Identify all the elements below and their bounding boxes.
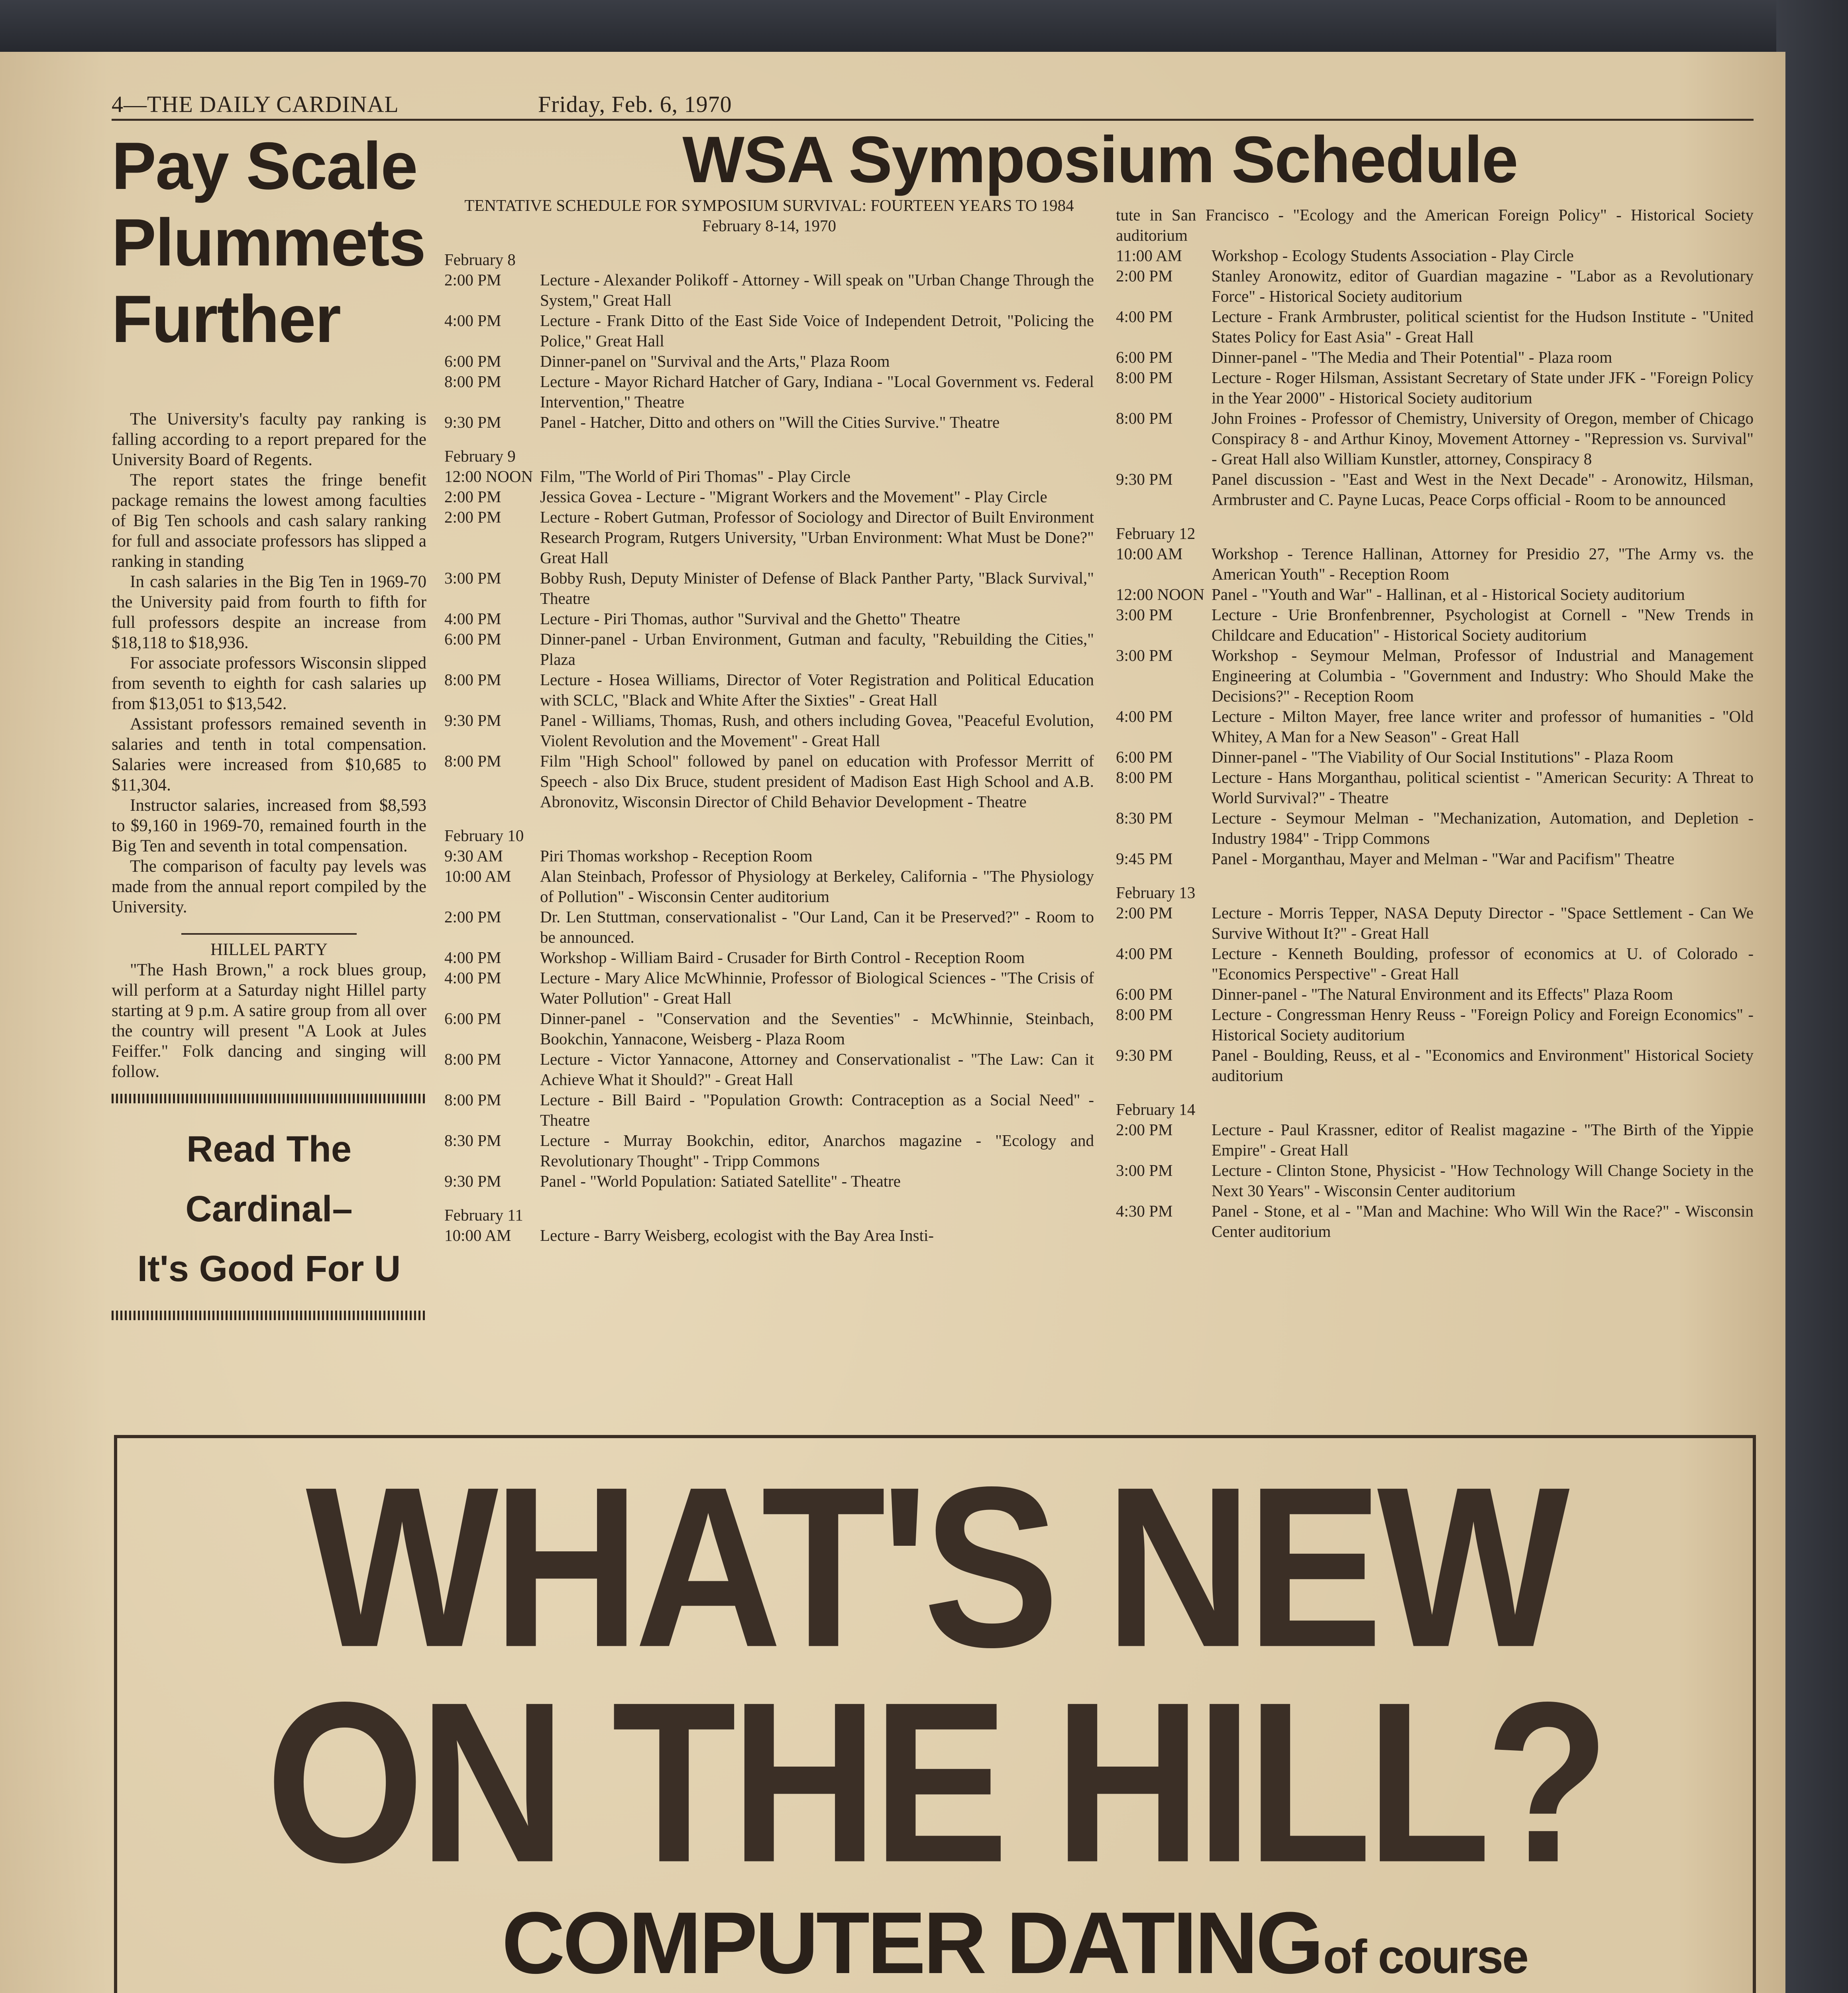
paragraph: The report states the fringe benefit package remains the lowest among faculties of Big Ten schools and cash salary ranking for full and associate professors has slipped a ranking in standing — [112, 471, 426, 571]
paragraph: The comparison of faculty pay levels was made from the annual report compiled by the University. — [112, 857, 426, 916]
masthead-rule — [112, 119, 1754, 121]
entry-time: 2:00 PM — [1116, 1120, 1173, 1139]
entry-time: 6:00 PM — [444, 1009, 501, 1028]
entry-description: Lecture - Mary Alice McWhinnie, Professor of Biological Sciences - "The Crisis of Water Pollution" - Great Hall — [540, 969, 1094, 1007]
page-label: 4—THE DAILY CARDINAL — [112, 91, 399, 117]
paragraph: In cash salaries in the Big Ten in 1969-70 the University paid from fourth to fifth for full professors despite an increase from $18,118 to $18,936. — [112, 572, 426, 652]
entry-description: Lecture - Bill Baird - "Population Growth: Contraception as a Social Need" - Theatre — [540, 1091, 1094, 1129]
entry-description: Lecture - Kenneth Boulding, professor of economics at U. of Colorado - "Economics Perspective" - Great Hall — [1212, 944, 1754, 983]
day-heading: February 8 — [444, 250, 516, 269]
paragraph: For associate professors Wisconsin slipped from seventh to eighth for cash salaries up from $13,051 to $13,542. — [112, 654, 426, 713]
entry-time: 4:00 PM — [444, 311, 501, 330]
entry-description: tute in San Francisco - "Ecology and the American Foreign Policy" - Historical Society auditorium — [1116, 206, 1754, 244]
schedule-entry — [444, 670, 1094, 710]
divider-dots — [112, 1311, 426, 1320]
entry-time: 2:00 PM — [444, 271, 501, 289]
schedule-entry — [1116, 1201, 1754, 1242]
schedule-day — [1116, 883, 1754, 1086]
schedule-entry — [444, 1225, 1094, 1246]
ad-of-course: of course — [1323, 1930, 1528, 1983]
entry-description: Lecture - Barry Weisberg, ecologist with the Bay Area Insti- — [540, 1226, 934, 1244]
schedule-day — [1116, 523, 1754, 869]
entry-time: 6:00 PM — [1116, 985, 1173, 1003]
schedule-entry — [1116, 903, 1754, 943]
read-cardinal-promo — [112, 1119, 426, 1299]
schedule-entry — [1116, 849, 1754, 869]
entry-time: 8:00 PM — [444, 670, 501, 689]
ad-headline-line-1: WHAT'S NEW — [306, 1439, 1564, 1695]
entry-time: 4:00 PM — [444, 969, 501, 987]
paragraph: "The Hash Brown," a rock blues group, will perform at a Saturday night Hillel party starting at 9 p.m. A satire group from all over the country will present "A Look at Jules Feiffer." Folk dancing and singing will follow. — [112, 961, 426, 1081]
promo-line: It's Good For U — [137, 1248, 401, 1289]
schedule-entry — [444, 866, 1094, 907]
entry-time: 8:00 PM — [444, 1050, 501, 1068]
entry-description: Dinner-panel - "The Natural Environment and its Effects" Plaza Room — [1212, 985, 1673, 1003]
entry-time: 9:30 AM — [444, 847, 503, 865]
entry-description: Panel - "World Population: Satiated Satellite" - Theatre — [540, 1172, 901, 1190]
headline-line: Plummets — [112, 205, 425, 280]
schedule-entry — [444, 371, 1094, 412]
entry-description: Dinner-panel - "The Viability of Our Social Institutions" - Plaza Room — [1212, 748, 1673, 766]
entry-time: 4:30 PM — [1116, 1202, 1173, 1220]
schedule-entry — [1116, 984, 1754, 1004]
schedule-entry — [444, 270, 1094, 311]
schedule-title: WSA Symposium Schedule — [682, 123, 1518, 196]
entry-time: 3:00 PM — [1116, 1161, 1173, 1179]
schedule-entry — [1116, 368, 1754, 408]
schedule-entry — [1116, 584, 1754, 605]
schedule-entry — [1116, 205, 1754, 246]
entry-description: Bobby Rush, Deputy Minister of Defense of Black Panther Party, "Black Survival," Theatre — [540, 569, 1094, 607]
entry-description: John Froines - Professor of Chemistry, University of Oregon, member of Chicago Conspiracy 8 - and Arthur Kinoy, Movement Attorney - "Repression vs. Survival" - Great Hall also William Kunstler, attorney, Conspiracy 8 — [1212, 409, 1754, 468]
schedule-col-1-days — [444, 250, 1094, 1246]
divider-dots — [112, 1094, 426, 1103]
entry-description: Lecture - Victor Yannacone, Attorney and Conservationalist - "The Law: Can it Achieve What it Should?" - Great Hall — [540, 1050, 1094, 1089]
schedule-entry — [444, 351, 1094, 371]
entry-time: 2:00 PM — [1116, 267, 1173, 285]
schedule-entry — [1116, 1045, 1754, 1086]
entry-description: Lecture - Frank Ditto of the East Side Voice of Independent Detroit, "Policing the Police," Great Hall — [540, 311, 1094, 350]
entry-description: Lecture - Congressman Henry Reuss - "Foreign Policy and Foreign Economics" - Historical Society auditorium — [1212, 1005, 1754, 1044]
entry-description: Jessica Govea - Lecture - "Migrant Workers and the Movement" - Play Circle — [540, 487, 1047, 506]
schedule-entry — [1116, 1120, 1754, 1160]
entry-description: Lecture - Roger Hilsman, Assistant Secretary of State under JFK - "Foreign Policy in the Year 2000" - Historical Society auditorium — [1212, 368, 1754, 407]
entry-time: 2:00 PM — [1116, 904, 1173, 922]
hillel-body — [112, 960, 426, 1082]
entry-description: Panel - Hatcher, Ditto and others on "Will the Cities Survive." Theatre — [540, 413, 1000, 431]
schedule-entry — [444, 466, 1094, 487]
entry-description: Lecture - Murray Bookchin, editor, Anarchos magazine - "Ecology and Revolutionary Thought" - Tripp Commons — [540, 1131, 1094, 1170]
paragraph: Assistant professors remained seventh in salaries and tenth in total compensation. Salaries were increased from $10,685 to $11,304. — [112, 715, 426, 794]
hillel-heading: HILLEL PARTY — [210, 940, 328, 959]
schedule-entry — [444, 947, 1094, 968]
entry-time: 3:00 PM — [1116, 605, 1173, 624]
entry-time: 6:00 PM — [444, 630, 501, 648]
schedule-entry — [1116, 706, 1754, 747]
entry-time: 12:00 NOON — [1116, 585, 1205, 603]
schedule-entry — [1116, 808, 1754, 849]
entry-time: 9:30 PM — [444, 413, 501, 431]
schedule-entry — [444, 609, 1094, 629]
paragraph: The University's faculty pay ranking is falling according to a report prepared for the University Board of Regents. — [112, 410, 426, 469]
schedule-entry — [1116, 307, 1754, 347]
entry-time: 8:00 PM — [1116, 1005, 1173, 1024]
schedule-entry — [444, 507, 1094, 568]
entry-time: 4:00 PM — [444, 948, 501, 967]
schedule-entry — [1116, 408, 1754, 469]
schedule-day — [444, 446, 1094, 812]
entry-time: 11:00 AM — [1116, 246, 1182, 265]
schedule-entry — [444, 968, 1094, 1008]
promo-line: Cardinal– — [185, 1189, 353, 1229]
entry-description: Lecture - Hosea Williams, Director of Voter Registration and Political Education with SCLC, "Black and White After the Sixties" - Great Hall — [540, 670, 1094, 709]
pay-scale-body — [112, 409, 426, 917]
day-heading: February 11 — [444, 1206, 523, 1224]
entry-description: Panel discussion - "East and West in the Next Decade" - Aronowitz, Hilsman, Armbruster and C. Payne Lucas, Peace Corps official - Room to be announced — [1212, 470, 1754, 509]
entry-description: Panel - Boulding, Reuss, et al - "Economics and Environment" Historical Society auditorium — [1212, 1046, 1754, 1085]
entry-description: Workshop - Ecology Students Association - Play Circle — [1212, 246, 1574, 265]
entry-description: Lecture - Frank Armbruster, political scientist for the Hudson Institute - "United States Policy for East Asia" - Great Hall — [1212, 307, 1754, 346]
entry-time: 10:00 AM — [444, 1226, 511, 1244]
entry-time: 8:00 PM — [444, 372, 501, 391]
entry-description: Dinner-panel - "Conservation and the Seventies" - McWhinnie, Steinbach, Bookchin, Yannacone, Weisberg - Plaza Room — [540, 1009, 1094, 1048]
schedule-entry — [444, 311, 1094, 351]
page-right-edge — [1776, 0, 1848, 1993]
entry-time: 2:00 PM — [444, 508, 501, 526]
schedule-day — [1116, 205, 1754, 510]
entry-time: 9:45 PM — [1116, 849, 1173, 868]
entry-time: 2:00 PM — [444, 487, 501, 506]
schedule-entry — [1116, 469, 1754, 510]
schedule-entry — [1116, 544, 1754, 584]
promo-line: Read The — [186, 1129, 352, 1169]
schedule-entry — [1116, 605, 1754, 645]
entry-description: Lecture - Milton Mayer, free lance writer and professor of humanities - "Old Whitey, A Man for a New Season" - Great Hall — [1212, 707, 1754, 746]
schedule-entry — [444, 629, 1094, 670]
entry-description: Dr. Len Stuttman, conservationalist - "Our Land, Can it be Preserved?" - Room to be announced. — [540, 908, 1094, 946]
day-heading: February 14 — [1116, 1100, 1196, 1118]
schedule-entry — [444, 710, 1094, 751]
entry-time: 9:30 PM — [444, 711, 501, 729]
schedule-entry — [1116, 645, 1754, 706]
schedule-entry — [1116, 266, 1754, 307]
schedule-dates: February 8-14, 1970 — [702, 216, 836, 235]
entry-description: Lecture - Piri Thomas, author "Survival and the Ghetto" Theatre — [540, 609, 960, 628]
schedule-entry — [444, 907, 1094, 947]
entry-time: 10:00 AM — [1116, 544, 1183, 563]
entry-description: Lecture - Robert Gutman, Professor of Sociology and Director of Built Environment Research Program, Rutgers University, "Urban Environment: What Must be Done?" Great Hall — [540, 508, 1094, 567]
entry-description: Dinner-panel - "The Media and Their Potential" - Plaza room — [1212, 348, 1612, 366]
schedule-day — [444, 1205, 1094, 1246]
entry-time: 4:00 PM — [444, 609, 501, 628]
day-heading: February 10 — [444, 826, 524, 845]
ad-headline-line-2: ON THE HILL? — [265, 1654, 1604, 1910]
entry-time: 8:00 PM — [444, 1091, 501, 1109]
schedule-entry — [1116, 246, 1754, 266]
ad-computer-dating: COMPUTER DATING — [501, 1894, 1322, 1992]
entry-time: 8:30 PM — [1116, 809, 1173, 827]
entry-description: Lecture - Urie Bronfenbrenner, Psychologist at Cornell - "New Trends in Childcare and Education" - Historical Society auditorium — [1212, 605, 1754, 644]
schedule-entry — [444, 1008, 1094, 1049]
entry-time: 9:30 PM — [1116, 470, 1173, 488]
entry-time: 10:00 AM — [444, 867, 511, 885]
entry-time: 9:30 PM — [444, 1172, 501, 1190]
day-heading: February 13 — [1116, 883, 1196, 902]
entry-time: 6:00 PM — [444, 352, 501, 370]
entry-time: 6:00 PM — [1116, 348, 1173, 366]
entry-description: Lecture - Alexander Polikoff - Attorney - Will speak on "Urban Change Through the System," Great Hall — [540, 271, 1094, 309]
entry-time: 8:30 PM — [444, 1131, 501, 1150]
entry-description: Alan Steinbach, Professor of Physiology at Berkeley, California - "The Physiology of Pollution" - Wisconsin Center auditorium — [540, 867, 1094, 906]
schedule-entry — [444, 751, 1094, 812]
pay-scale-article — [112, 128, 426, 1320]
schedule-entry — [444, 1171, 1094, 1191]
entry-description: Workshop - William Baird - Crusader for Birth Control - Reception Room — [540, 948, 1025, 967]
schedule-entry — [444, 1090, 1094, 1130]
entry-time: 3:00 PM — [444, 569, 501, 587]
entry-description: Film, "The World of Piri Thomas" - Play Circle — [540, 467, 851, 485]
schedule-day — [444, 826, 1094, 1191]
schedule-entry — [1116, 767, 1754, 808]
schedule-col-2-days — [1116, 205, 1754, 1242]
day-heading: February 12 — [1116, 524, 1196, 542]
entry-time: 4:00 PM — [1116, 944, 1173, 963]
schedule-entry — [444, 568, 1094, 609]
entry-time: 4:00 PM — [1116, 307, 1173, 326]
schedule-col-2 — [1116, 191, 1754, 1242]
entry-description: Lecture - Morris Tepper, NASA Deputy Director - "Space Settlement - Can We Survive Without It?" - Great Hall — [1212, 904, 1754, 942]
issue-date: Friday, Feb. 6, 1970 — [538, 91, 732, 117]
entry-description: Lecture - Mayor Richard Hatcher of Gary, Indiana - "Local Government vs. Federal Intervention," Theatre — [540, 372, 1094, 411]
schedule-entry — [444, 846, 1094, 866]
hillel-rule — [181, 933, 357, 935]
entry-time: 12:00 NOON — [444, 467, 533, 485]
schedule-col-1 — [444, 195, 1094, 1246]
schedule-entry — [1116, 1160, 1754, 1201]
schedule-entry — [444, 412, 1094, 432]
day-heading: February 9 — [444, 447, 516, 465]
entry-time: 8:00 PM — [1116, 768, 1173, 786]
entry-description: Film "High School" followed by panel on education with Professor Merritt of Speech - also Dix Bruce, student president of Madison East High School and A.B. Abronovitz, Wisconsin Director of Child Behavior Development - Theatre — [540, 752, 1094, 811]
entry-time: 4:00 PM — [1116, 707, 1173, 725]
schedule-day — [1116, 1099, 1754, 1242]
schedule-entry — [444, 1130, 1094, 1171]
entry-description: Panel - Morganthau, Mayer and Melman - "War and Pacifism" Theatre — [1212, 849, 1675, 868]
entry-time: 8:00 PM — [1116, 368, 1173, 387]
schedule-entry — [444, 487, 1094, 507]
entry-description: Workshop - Terence Hallinan, Attorney for Presidio 27, "The Army vs. the American Youth" - Reception Room — [1212, 544, 1754, 583]
schedule-day — [444, 250, 1094, 432]
entry-description: Dinner-panel on "Survival and the Arts," Plaza Room — [540, 352, 890, 370]
entry-description: Lecture - Paul Krassner, editor of Realist magazine - "The Birth of the Yippie Empire" - Great Hall — [1212, 1120, 1754, 1159]
entry-time: 3:00 PM — [1116, 646, 1173, 664]
pay-scale-headline — [112, 128, 426, 357]
schedule-entry — [1116, 347, 1754, 368]
entry-time: 6:00 PM — [1116, 748, 1173, 766]
headline-line: Pay Scale — [112, 128, 417, 203]
schedule-entry — [1116, 943, 1754, 984]
paragraph: Instructor salaries, increased from $8,593 to $9,160 in 1969-70, remained fourth in the Big Ten and seventh in total compensation. — [112, 796, 426, 855]
entry-description: Lecture - Hans Morganthau, political scientist - "American Security: A Threat to World Survival?" - Theatre — [1212, 768, 1754, 807]
entry-description: Lecture - Seymour Melman - "Mechanization, Automation, and Depletion - Industry 1984" - Tripp Commons — [1212, 809, 1754, 847]
newspaper-page — [0, 52, 1785, 1993]
entry-description: Panel - Williams, Thomas, Rush, and others including Govea, "Peaceful Evolution, Violent Revolution and the Movement" - Great Hall — [540, 711, 1094, 750]
entry-time: 2:00 PM — [444, 908, 501, 926]
entry-description: Piri Thomas workshop - Reception Room — [540, 847, 813, 865]
schedule-entry — [444, 1049, 1094, 1090]
entry-description: Panel - Stone, et al - "Man and Machine: Who Will Win the Race?" - Wisconsin Center auditorium — [1212, 1202, 1754, 1240]
schedule-subtitle: TENTATIVE SCHEDULE FOR SYMPOSIUM SURVIVAL: FOURTEEN YEARS TO 1984 — [464, 196, 1074, 214]
schedule-entry — [1116, 747, 1754, 767]
binder-edge — [0, 0, 1848, 60]
entry-description: Panel - "Youth and War" - Hallinan, et al - Historical Society auditorium — [1212, 585, 1685, 603]
headline-line: Further — [112, 281, 340, 356]
entry-description: Dinner-panel - Urban Environment, Gutman and faculty, "Rebuilding the Cities," Plaza — [540, 630, 1094, 668]
entry-time: 9:30 PM — [1116, 1046, 1173, 1064]
entry-description: Lecture - Clinton Stone, Physicist - "How Technology Will Change Society in the Next 30 Years" - Wisconsin Center auditorium — [1212, 1161, 1754, 1200]
entry-description: Workshop - Seymour Melman, Professor of Industrial and Management Engineering at Columbia - "Government and Industry: Who Should Make the Decisions?" - Reception Room — [1212, 646, 1754, 705]
schedule-entry — [1116, 1004, 1754, 1045]
entry-time: 8:00 PM — [444, 752, 501, 770]
compute-a-date-ad — [114, 1435, 1756, 1993]
entry-description: Stanley Aronowitz, editor of Guardian magazine - "Labor as a Revolutionary Force" - Historical Society auditorium — [1212, 267, 1754, 305]
entry-time: 8:00 PM — [1116, 409, 1173, 427]
